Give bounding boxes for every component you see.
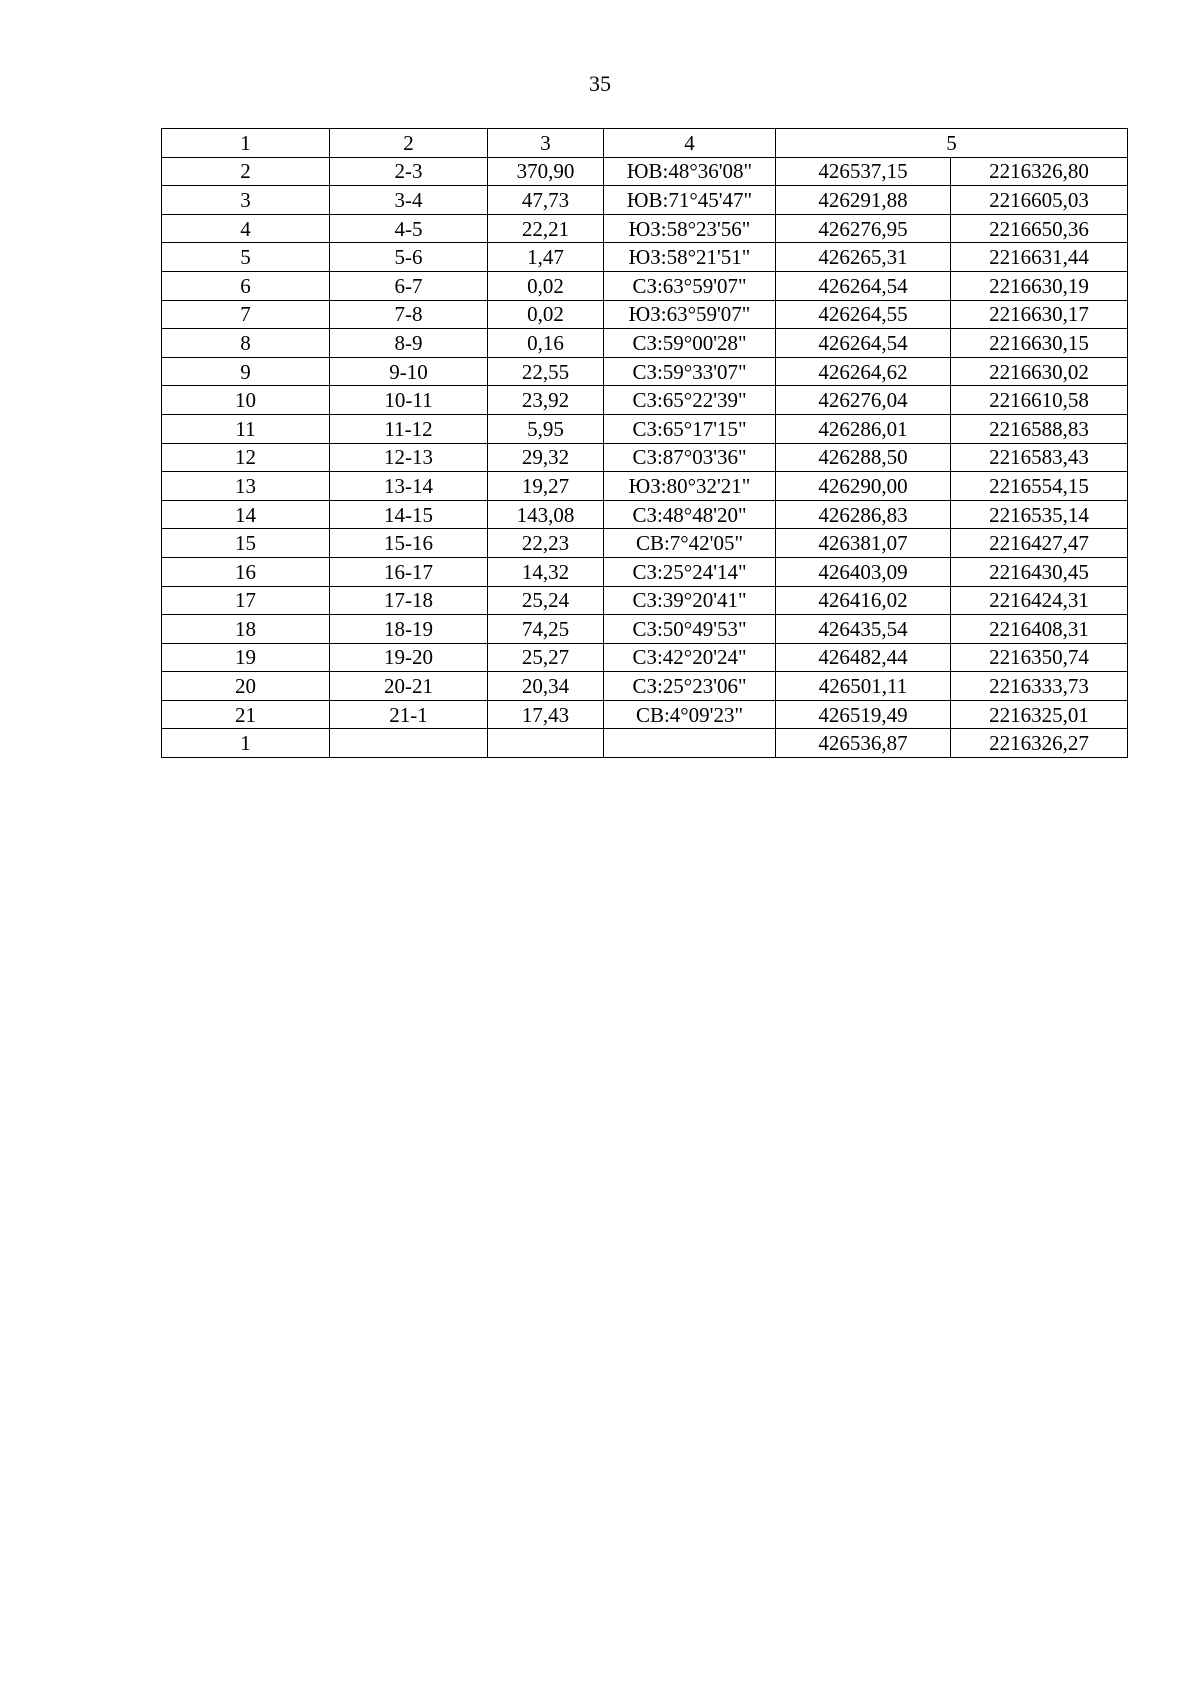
table-cell: 15 — [162, 529, 330, 558]
table-cell: СЗ:50°49'53" — [604, 615, 776, 644]
table-cell: 2216588,83 — [951, 414, 1128, 443]
table-row — [162, 586, 1128, 615]
table-row — [162, 729, 1128, 758]
table-cell: 2216424,31 — [951, 586, 1128, 615]
table-cell: 10-11 — [330, 386, 488, 415]
table-row — [162, 386, 1128, 415]
table-cell: 9 — [162, 357, 330, 386]
table-cell: ЮЗ:58°23'56" — [604, 214, 776, 243]
table-cell: 426435,54 — [776, 615, 951, 644]
table-cell: СЗ:65°22'39" — [604, 386, 776, 415]
table-cell: СЗ:59°33'07" — [604, 357, 776, 386]
table-cell: 426381,07 — [776, 529, 951, 558]
table-cell: 22,21 — [488, 214, 604, 243]
table-cell: 426403,09 — [776, 557, 951, 586]
table-cell: СВ:7°42'05" — [604, 529, 776, 558]
table-cell: 143,08 — [488, 500, 604, 529]
table-cell: 2216650,36 — [951, 214, 1128, 243]
table-cell: 17,43 — [488, 700, 604, 729]
table-cell: ЮЗ:58°21'51" — [604, 243, 776, 272]
coordinates-table — [161, 128, 1128, 758]
table-cell: 2216630,19 — [951, 271, 1128, 300]
table-cell: 426264,54 — [776, 271, 951, 300]
table-cell: СЗ:59°00'28" — [604, 329, 776, 358]
table-cell: 0,02 — [488, 271, 604, 300]
table-cell: 8-9 — [330, 329, 488, 358]
table-cell: 19,27 — [488, 472, 604, 501]
table-cell: 3 — [162, 186, 330, 215]
table-cell: 426264,54 — [776, 329, 951, 358]
table-cell: 1 — [162, 729, 330, 758]
table-cell: 2216408,31 — [951, 615, 1128, 644]
table-cell: 426286,83 — [776, 500, 951, 529]
table-cell: 20 — [162, 672, 330, 701]
table-cell: 2216333,73 — [951, 672, 1128, 701]
table-cell: 426276,95 — [776, 214, 951, 243]
table-cell: 21 — [162, 700, 330, 729]
table-cell: 426290,00 — [776, 472, 951, 501]
table-cell: 10 — [162, 386, 330, 415]
table-row — [162, 214, 1128, 243]
table-cell: 1,47 — [488, 243, 604, 272]
header-cell: 5 — [776, 129, 1128, 158]
table-cell: 2216583,43 — [951, 443, 1128, 472]
table-row — [162, 557, 1128, 586]
header-cell: 2 — [330, 129, 488, 158]
table-row — [162, 186, 1128, 215]
table-cell: 426537,15 — [776, 157, 951, 186]
table-cell: 426416,02 — [776, 586, 951, 615]
table-cell — [330, 729, 488, 758]
table-cell: ЮВ:48°36'08" — [604, 157, 776, 186]
table-cell: 426264,55 — [776, 300, 951, 329]
table-cell: 8 — [162, 329, 330, 358]
table-cell: 11-12 — [330, 414, 488, 443]
table-cell: 19-20 — [330, 643, 488, 672]
table-cell: 15-16 — [330, 529, 488, 558]
table-cell: 426276,04 — [776, 386, 951, 415]
table-cell: 426288,50 — [776, 443, 951, 472]
table-cell: СЗ:87°03'36" — [604, 443, 776, 472]
table-cell: 21-1 — [330, 700, 488, 729]
table-cell: СЗ:48°48'20" — [604, 500, 776, 529]
table-cell: 0,02 — [488, 300, 604, 329]
table-row — [162, 672, 1128, 701]
table-cell: СЗ:42°20'24" — [604, 643, 776, 672]
table-cell: СЗ:65°17'15" — [604, 414, 776, 443]
table-cell: 2216630,17 — [951, 300, 1128, 329]
table-cell: 23,92 — [488, 386, 604, 415]
table-cell: СЗ:25°24'14" — [604, 557, 776, 586]
table-cell: СЗ:63°59'07" — [604, 271, 776, 300]
table-row — [162, 414, 1128, 443]
table-row — [162, 357, 1128, 386]
table-cell: 19 — [162, 643, 330, 672]
table-cell: 11 — [162, 414, 330, 443]
table-cell: 14-15 — [330, 500, 488, 529]
table-cell: 426519,49 — [776, 700, 951, 729]
table-cell: 14,32 — [488, 557, 604, 586]
table-cell: 2216325,01 — [951, 700, 1128, 729]
table-row — [162, 329, 1128, 358]
table-cell: 20,34 — [488, 672, 604, 701]
table-cell: 4 — [162, 214, 330, 243]
table-cell: 2216326,27 — [951, 729, 1128, 758]
page-number: 35 — [589, 71, 611, 96]
table-cell: 74,25 — [488, 615, 604, 644]
table-cell: 18-19 — [330, 615, 488, 644]
table-row — [162, 500, 1128, 529]
table-cell: 16-17 — [330, 557, 488, 586]
table-cell: 0,16 — [488, 329, 604, 358]
table-cell: 426264,62 — [776, 357, 951, 386]
table-cell — [604, 729, 776, 758]
table-cell: 5 — [162, 243, 330, 272]
table-cell: 17 — [162, 586, 330, 615]
table-row — [162, 300, 1128, 329]
table-cell: 12-13 — [330, 443, 488, 472]
table-cell: 426482,44 — [776, 643, 951, 672]
table-cell: 29,32 — [488, 443, 604, 472]
table-cell: 2 — [162, 157, 330, 186]
table-row — [162, 243, 1128, 272]
table-cell: 22,23 — [488, 529, 604, 558]
table-cell: 370,90 — [488, 157, 604, 186]
table-cell: 25,24 — [488, 586, 604, 615]
table-cell: 4-5 — [330, 214, 488, 243]
table-cell: ЮЗ:80°32'21" — [604, 472, 776, 501]
table-cell: 20-21 — [330, 672, 488, 701]
table-cell: 426265,31 — [776, 243, 951, 272]
table-row — [162, 700, 1128, 729]
table-cell: 6 — [162, 271, 330, 300]
table-cell: 7-8 — [330, 300, 488, 329]
header-cell: 3 — [488, 129, 604, 158]
header-cell: 1 — [162, 129, 330, 158]
table-cell: 6-7 — [330, 271, 488, 300]
table-cell: 2216430,45 — [951, 557, 1128, 586]
table-cell: 14 — [162, 500, 330, 529]
table-cell: 2216610,58 — [951, 386, 1128, 415]
table-cell: СЗ:39°20'41" — [604, 586, 776, 615]
table-row — [162, 472, 1128, 501]
table-row — [162, 529, 1128, 558]
table-cell: 2216350,74 — [951, 643, 1128, 672]
table-cell: 9-10 — [330, 357, 488, 386]
table-cell: 7 — [162, 300, 330, 329]
table-row — [162, 271, 1128, 300]
table-cell: 2-3 — [330, 157, 488, 186]
table-cell: 17-18 — [330, 586, 488, 615]
table-cell: 47,73 — [488, 186, 604, 215]
table-cell — [488, 729, 604, 758]
table-cell: 12 — [162, 443, 330, 472]
table-cell: 2216631,44 — [951, 243, 1128, 272]
table-cell: 5-6 — [330, 243, 488, 272]
table-cell: СВ:4°09'23" — [604, 700, 776, 729]
table-cell: 426286,01 — [776, 414, 951, 443]
table-cell: 18 — [162, 615, 330, 644]
table-cell: 426536,87 — [776, 729, 951, 758]
table-cell: 426291,88 — [776, 186, 951, 215]
table-cell: 426501,11 — [776, 672, 951, 701]
table-cell: 22,55 — [488, 357, 604, 386]
table-cell: 2216535,14 — [951, 500, 1128, 529]
table-cell: СЗ:25°23'06" — [604, 672, 776, 701]
header-cell: 4 — [604, 129, 776, 158]
table-cell: 2216427,47 — [951, 529, 1128, 558]
table-cell: 13-14 — [330, 472, 488, 501]
table-cell: 25,27 — [488, 643, 604, 672]
table-cell: ЮЗ:63°59'07" — [604, 300, 776, 329]
table-cell: 13 — [162, 472, 330, 501]
table-row — [162, 157, 1128, 186]
table-cell: 2216554,15 — [951, 472, 1128, 501]
table-row — [162, 615, 1128, 644]
table-cell: 2216630,02 — [951, 357, 1128, 386]
table-cell: 2216326,80 — [951, 157, 1128, 186]
table-row — [162, 643, 1128, 672]
table-cell: 2216605,03 — [951, 186, 1128, 215]
table-cell: 16 — [162, 557, 330, 586]
table-cell: ЮВ:71°45'47" — [604, 186, 776, 215]
table-cell: 5,95 — [488, 414, 604, 443]
table-cell: 2216630,15 — [951, 329, 1128, 358]
table-header-row — [162, 129, 1128, 158]
table-cell: 3-4 — [330, 186, 488, 215]
table-row — [162, 443, 1128, 472]
